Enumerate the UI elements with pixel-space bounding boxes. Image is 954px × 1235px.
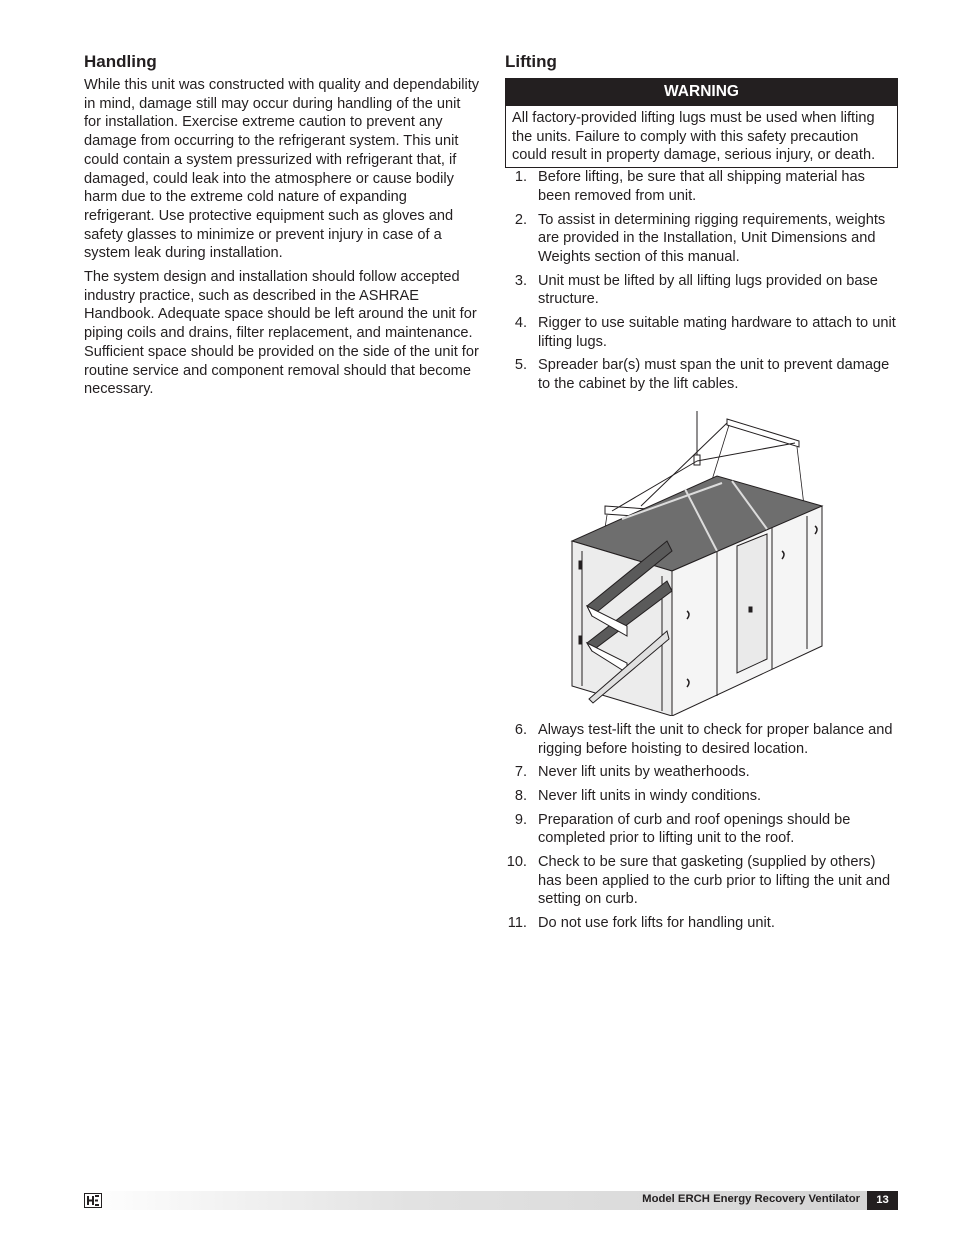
list-item	[505, 356, 898, 393]
list-item	[505, 763, 898, 782]
step-text: Rigger to use suitable mating hardware to attach to unit lifting lugs.	[538, 315, 896, 350]
step-number: 7.	[514, 764, 527, 781]
greenheck-logo-icon	[84, 1193, 102, 1208]
warning-box	[505, 78, 898, 168]
step-text: Before lifting, be sure that all shipping material has been removed from unit.	[538, 169, 865, 204]
warning-title: WARNING	[506, 79, 897, 106]
step-text: Spreader bar(s) must span the unit to prevent damage to the cabinet by the lift cables.	[538, 357, 890, 393]
list-item	[505, 211, 898, 267]
step-number: 8.	[514, 787, 527, 804]
list-item	[505, 314, 898, 351]
step-text: To assist in determining rigging requirements, weights are provided in the Installation, Unit Dimensions and Weights section of this manual.	[538, 211, 886, 265]
lifting-steps-list-2	[505, 721, 898, 933]
handling-heading: Handling	[84, 52, 157, 71]
step-number: 11.	[507, 915, 527, 932]
footer-model-title: Model ERCH Energy Recovery Ventilator	[642, 1193, 860, 1205]
step-text: Unit must be lifted by all lifting lugs provided on base structure.	[538, 272, 878, 308]
step-text: Always test-lift the unit to check for proper balance and rigging before hoisting to desired location.	[538, 721, 893, 757]
step-number: 4.	[514, 315, 527, 332]
lifting-steps-list-1	[505, 168, 898, 394]
step-number: 3.	[514, 272, 527, 289]
lifting-heading: Lifting	[505, 52, 557, 71]
page-footer	[84, 1191, 898, 1210]
handling-section	[84, 52, 480, 404]
step-number: 2.	[514, 211, 527, 228]
warning-text: All factory-provided lifting lugs must be used when lifting the units. Failure to comply with this safety precaution could result in property damage, serious injury, or death.	[512, 110, 876, 164]
step-number: 1.	[514, 169, 527, 186]
list-item	[505, 787, 898, 806]
handling-paragraph-2: The system design and installation should follow accepted industry practice, such as described in the ASHRAE Handbook. Adequate space should be left around the unit for piping coils and drains, filter replacement, and maintenance. Sufficient space should be provided on the side of the unit for routine service and component removal should that become necessary.	[84, 269, 479, 398]
step-text: Never lift units by weatherhoods.	[538, 764, 750, 781]
unit-lifting-illustration	[567, 411, 842, 716]
step-number: 9.	[514, 811, 527, 828]
list-item	[505, 168, 898, 205]
handling-paragraph-1: While this unit was constructed with quality and dependability in mind, damage still may occur during handling of the unit for installation. Exercise extreme caution to prevent any damage from occurring to the refrigerant system. This unit could contain a system pressurized with refrigerant that, if damaged, could leak into the atmosphere or cause bodily harm due to the extreme cold nature of expanding refrigerant. Use protective equipment such as gloves and safety glasses to minimize or prevent injury in case of a system leak during installation.	[84, 77, 480, 262]
step-text: Check to be sure that gasketing (supplied by others) has been applied to the curb prior to lifting the unit and setting on curb.	[538, 854, 891, 908]
page-number: 13	[867, 1191, 898, 1210]
step-number: 5.	[514, 357, 527, 374]
list-item	[505, 914, 898, 933]
step-number: 10.	[506, 854, 527, 871]
step-text: Do not use fork lifts for handling unit.	[538, 915, 775, 932]
list-item	[505, 853, 898, 909]
step-text: Never lift units in windy conditions.	[538, 787, 762, 804]
list-item	[505, 811, 898, 848]
list-item	[505, 721, 898, 758]
step-number: 6.	[514, 721, 527, 738]
lifting-section	[505, 52, 898, 938]
step-text: Preparation of curb and roof openings should be completed prior to lifting unit to the roof.	[538, 811, 851, 847]
list-item	[505, 272, 898, 309]
